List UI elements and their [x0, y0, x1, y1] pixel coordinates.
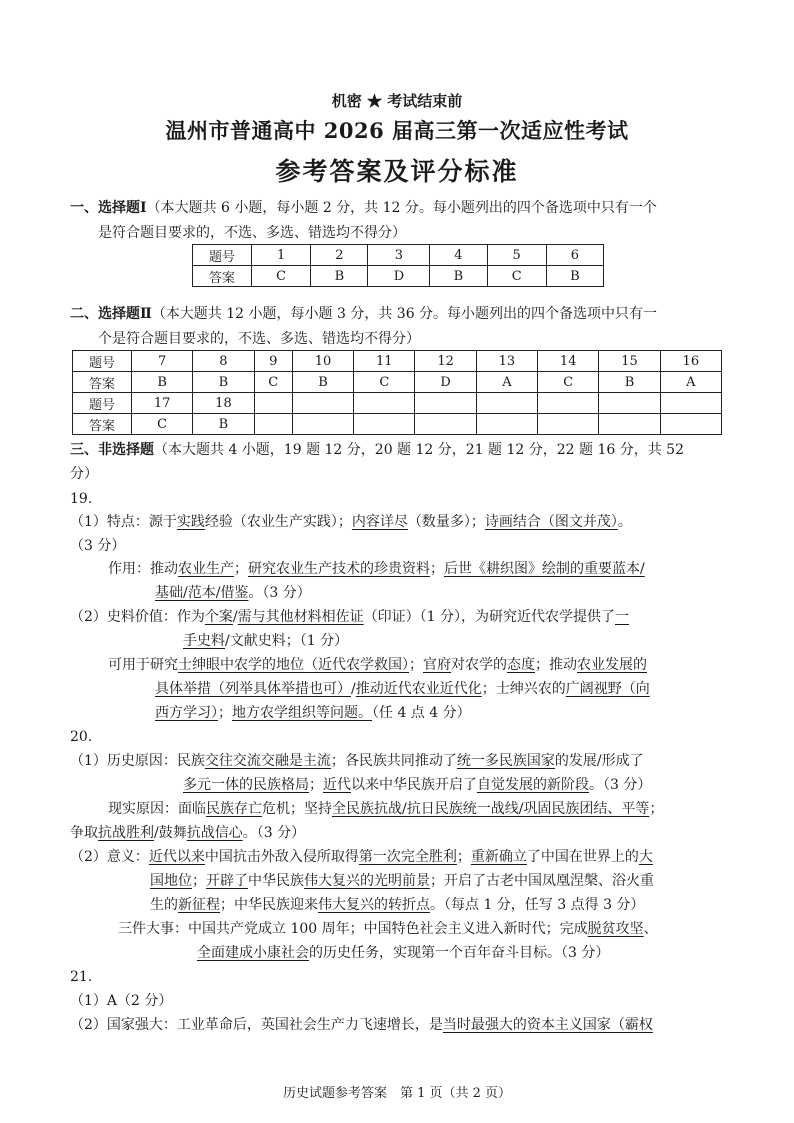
- row-label: 答案: [73, 414, 132, 435]
- text: ；: [192, 873, 206, 889]
- table-cell: 7: [132, 351, 193, 372]
- q20-realistic-reason: [108, 800, 663, 818]
- q20-significance: [70, 848, 653, 866]
- confidential-header: 机密 ★ 考试结束前: [331, 92, 463, 110]
- table-cell: 12: [415, 351, 476, 372]
- q20-historical-reason-line2: [183, 776, 651, 794]
- table-cell: 9: [254, 351, 292, 372]
- section2-heading: 二、选择题Ⅱ: [70, 306, 152, 322]
- q19-part2-value-line2: [183, 632, 348, 650]
- key-point: 统一多民族国家: [456, 753, 555, 769]
- key-point: 推动近代农业近代化: [355, 681, 482, 697]
- text: 三件大事：中国共产党成立 100 周年；中国特色社会主义进入新时代；完成: [118, 921, 588, 937]
- q19-part2-research-line2: [155, 680, 650, 698]
- key-point: 抗战信心: [186, 825, 243, 841]
- key-point: 多元一体的民族格局: [183, 777, 309, 793]
- text: ；: [649, 801, 664, 817]
- text: 对农学的: [451, 657, 507, 673]
- q19-part1-function-line2: [155, 584, 311, 602]
- key-point: 重新确立: [470, 849, 527, 865]
- table-cell: C: [538, 372, 599, 393]
- section3-desc: （本大题共 4 小题，19 题 12 分，20 题 12 分，21 题 12 分，22 题 16 分，共 52: [154, 442, 684, 458]
- key-point: 伟大复兴的光明前景: [304, 873, 430, 889]
- table-cell: [599, 393, 660, 414]
- text: 现实原因：面临: [108, 801, 206, 817]
- table-cell: B: [132, 372, 193, 393]
- key-point: 士绅眼中农学的地位（近代农学救国）: [178, 657, 409, 673]
- table-cell: B: [292, 372, 353, 393]
- text: 中华民族: [248, 873, 304, 889]
- q20-significance-line3: [150, 896, 644, 914]
- section1-desc: （本大题共 6 小题，每小题 2 分，共 12 分。每小题列出的四个备选项中只有一个: [146, 200, 657, 216]
- text: ；中华民族迎来: [220, 897, 318, 913]
- text: ；: [409, 657, 423, 673]
- table-cell: [292, 414, 353, 435]
- key-point: 全民族抗战/抗日民族统一战线/巩固民族团结、平等: [332, 801, 650, 817]
- section2-desc: （本大题共 12 小题，每小题 3 分，共 36 分。每小题列出的四个备选项中只有一: [151, 306, 658, 322]
- q19-part2-value: [70, 608, 629, 626]
- section2-intro: [70, 305, 657, 323]
- table-cell: [254, 393, 292, 414]
- text: （印证）（1 分），为研究近代农学提供了: [363, 609, 615, 625]
- table-cell: [476, 393, 537, 414]
- text: /文献史料；（1 分）: [225, 633, 349, 649]
- text: 中国抗击外敌入侵所取得: [204, 849, 359, 865]
- text: 。（每点 1 分，任写 3 点得 3 分）: [430, 897, 645, 913]
- q20-historical-reason: [70, 752, 644, 770]
- text: 的历史任务，实现第一个百年奋斗目标。（3 分）: [309, 945, 610, 961]
- key-point: 农业生产: [178, 561, 234, 577]
- key-point: 新征程: [178, 897, 220, 913]
- table-cell: B: [430, 266, 487, 287]
- key-point: 后世《耕织图》绘制的重要蓝本/: [444, 561, 645, 577]
- row-label: 答案: [193, 266, 252, 287]
- text: 。（3 分）: [242, 825, 306, 841]
- table-cell: C: [254, 372, 292, 393]
- key-point: 手史料: [183, 633, 225, 649]
- table-cell: [599, 414, 660, 435]
- q20-significance-line2: [150, 872, 654, 890]
- key-point: 全面建成小康社会: [197, 945, 309, 961]
- key-point: 伟大复兴的转折点: [318, 897, 430, 913]
- key-point: 农业发展的: [577, 657, 647, 673]
- text: 争取: [70, 825, 98, 841]
- key-point: 内容详尽: [351, 514, 408, 530]
- document-subtitle: 参考答案及评分标准: [275, 157, 519, 186]
- key-point: 诗画结合（图文并茂）: [484, 514, 618, 530]
- key-point: 研究农业生产技术的珍贵资料: [248, 561, 430, 577]
- key-point: 民族存亡: [206, 801, 262, 817]
- section1-desc-line2: 是符合题目要求的，不选、多选、错选均不得分）: [98, 225, 406, 241]
- table-cell: B: [311, 266, 368, 287]
- table-cell: B: [546, 266, 603, 287]
- key-point: 实践: [176, 514, 205, 530]
- text: /鼓舞: [154, 825, 187, 841]
- table-cell: A: [476, 372, 537, 393]
- table-cell: B: [599, 372, 660, 393]
- text: 生的: [150, 897, 178, 913]
- key-point: 抗战胜利: [98, 825, 154, 841]
- page-footer: 历史试题参考答案 第 1 页（共 2 页）: [282, 1086, 512, 1101]
- table-cell: [415, 414, 476, 435]
- section1-intro: [70, 199, 657, 217]
- text: ；: [430, 561, 444, 577]
- table-cell: [354, 414, 415, 435]
- key-point: 近代: [323, 777, 351, 793]
- text: ；推动: [535, 657, 577, 673]
- table-cell: [254, 414, 292, 435]
- section3-desc-line2: 分）: [70, 466, 98, 482]
- table-cell: [476, 414, 537, 435]
- key-point: 脱贫攻坚: [587, 921, 644, 937]
- key-point: 官府: [423, 657, 451, 673]
- table-row: [73, 393, 722, 414]
- text: 经验（农业生产实践）；: [204, 514, 352, 530]
- row-label: 题号: [73, 393, 132, 414]
- text: ；开启了古老中国凤凰涅槃、浴火重: [430, 873, 654, 889]
- key-point: 具体举措（列举具体举措也可）: [155, 681, 351, 697]
- q19-part1-features: [70, 513, 632, 531]
- table-cell: D: [368, 266, 430, 287]
- key-point: 广阔视野（向: [565, 681, 650, 697]
- q19-part2-research-line3: [155, 704, 471, 722]
- key-point: 国地位: [150, 873, 192, 889]
- text: /: [351, 681, 356, 697]
- text: 作用：推动: [108, 561, 178, 577]
- table-cell: [354, 393, 415, 414]
- table-cell: [292, 393, 353, 414]
- key-point: 近代以来: [148, 849, 205, 865]
- key-point: 地方农学组织等问题。: [232, 705, 372, 721]
- table-cell: 16: [660, 351, 721, 372]
- key-point: 一: [615, 609, 629, 625]
- table-cell: C: [132, 414, 193, 435]
- table-cell: 5: [487, 245, 546, 266]
- text: /: [232, 609, 238, 625]
- q21-part1: （1）A（2 分）: [70, 993, 173, 1009]
- table-cell: 8: [193, 351, 254, 372]
- table-cell: [538, 393, 599, 414]
- table-cell: 13: [476, 351, 537, 372]
- table-cell: D: [415, 372, 476, 393]
- key-point: 第一次完全胜利: [358, 849, 457, 865]
- section3-intro: [70, 441, 684, 459]
- exam-title: 温州市普通高中 2026 届高三第一次适应性考试: [165, 118, 629, 143]
- text: （任 4 点 4 分）: [372, 705, 471, 721]
- key-point: 交往交流交融是主流: [204, 753, 331, 769]
- key-point: 当时最强大的资本主义国家（霸权: [442, 1017, 653, 1033]
- key-point: 开辟了: [206, 873, 248, 889]
- table-cell: 17: [132, 393, 193, 414]
- table-cell: [660, 414, 721, 435]
- q20-number: 20.: [70, 729, 93, 745]
- table-cell: 15: [599, 351, 660, 372]
- section1-answer-table: [192, 244, 604, 287]
- table-cell: C: [487, 266, 546, 287]
- table-cell: A: [660, 372, 721, 393]
- text: （2）意义：: [70, 849, 149, 865]
- table-row: [193, 245, 604, 266]
- text: ；: [456, 849, 471, 865]
- text: （1）特点：源于: [70, 514, 177, 530]
- table-cell: 6: [546, 245, 603, 266]
- table-cell: C: [252, 266, 311, 287]
- table-cell: 4: [430, 245, 487, 266]
- key-point: 个案: [204, 609, 233, 625]
- section2-desc-line2: 个是符合题目要求的，不选、多选、错选均不得分）: [98, 331, 420, 347]
- row-label: 答案: [73, 372, 132, 393]
- text: ；各民族共同推动了: [330, 753, 457, 769]
- text: 。（3 分）: [248, 585, 311, 601]
- text: 。（3 分）: [589, 777, 652, 793]
- table-cell: B: [193, 414, 254, 435]
- q20-three-events: [118, 920, 658, 938]
- text: 的发展/形成了: [554, 753, 644, 769]
- key-point: 需与其他材料相佐证: [237, 609, 364, 625]
- q21-part2: [70, 1016, 653, 1034]
- q20-realistic-reason-line2: [70, 824, 305, 842]
- text: 可用于研究: [108, 657, 178, 673]
- table-cell: 3: [368, 245, 430, 266]
- key-point: 西方学习）: [155, 705, 218, 721]
- table-cell: 14: [538, 351, 599, 372]
- section3-heading: 三、非选择题: [70, 442, 154, 458]
- text: 了中国在世界上的: [526, 849, 639, 865]
- table-cell: B: [193, 372, 254, 393]
- table-cell: [660, 393, 721, 414]
- text: 危机；坚持: [262, 801, 332, 817]
- q19-part1-score: （3 分）: [70, 538, 126, 554]
- text: 。: [617, 514, 632, 530]
- text: （2）史料价值：作为: [70, 609, 205, 625]
- key-point: 大: [638, 849, 653, 865]
- text: ；: [218, 705, 232, 721]
- key-point: 态度: [507, 657, 535, 673]
- table-row: [73, 351, 722, 372]
- key-point: 基础/范本/借鉴: [155, 585, 249, 601]
- table-row: [73, 414, 722, 435]
- text: 以来中华民族开启了: [351, 777, 477, 793]
- table-cell: 1: [252, 245, 311, 266]
- text: （数量多）；: [407, 514, 485, 530]
- table-cell: 10: [292, 351, 353, 372]
- text: （1）历史原因：民族: [70, 753, 205, 769]
- text: ；: [234, 561, 248, 577]
- table-cell: 18: [193, 393, 254, 414]
- q19-part1-function: [108, 560, 645, 578]
- table-cell: 2: [311, 245, 368, 266]
- q20-three-events-line2: [197, 944, 609, 962]
- table-cell: 11: [354, 351, 415, 372]
- table-row: [193, 266, 604, 287]
- q19-number: 19.: [70, 491, 93, 507]
- row-label: 题号: [73, 351, 132, 372]
- text: （2）国家强大：工业革命后，英国社会生产力飞速增长，是: [70, 1017, 443, 1033]
- table-cell: [538, 414, 599, 435]
- section1-heading: 一、选择题Ⅰ: [70, 200, 147, 216]
- text: 、: [643, 921, 658, 937]
- q21-number: 21.: [70, 969, 93, 985]
- table-cell: C: [354, 372, 415, 393]
- section2-answer-table: [72, 350, 722, 435]
- row-label: 题号: [193, 245, 252, 266]
- q19-part2-research: [108, 656, 647, 674]
- table-row: [73, 372, 722, 393]
- key-point: 自觉发展的新阶段: [477, 777, 589, 793]
- table-cell: [415, 393, 476, 414]
- text: ；: [309, 777, 323, 793]
- text: ；士绅兴农的: [481, 681, 566, 697]
